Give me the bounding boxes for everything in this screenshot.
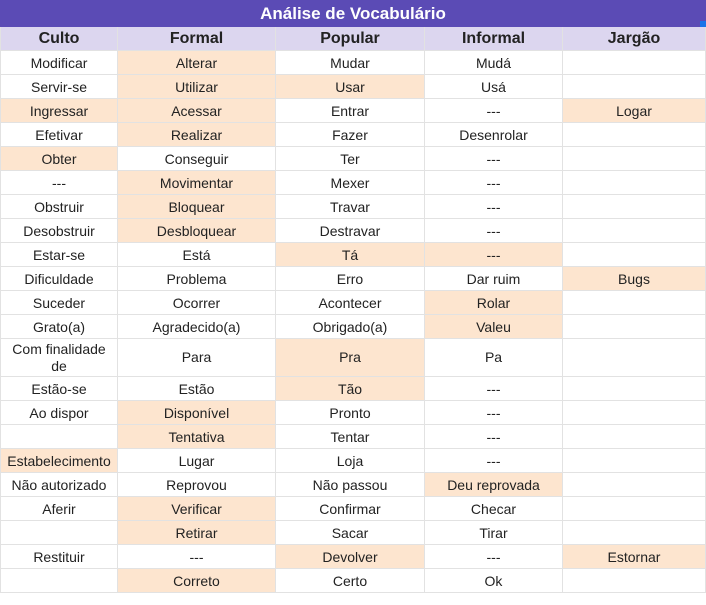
cell-formal[interactable]: Está [118,243,276,267]
cell-jargao[interactable] [563,147,706,171]
cell-culto[interactable]: Efetivar [1,123,118,147]
cell-jargao[interactable] [563,449,706,473]
cell-culto[interactable]: Obstruir [1,195,118,219]
cell-popular[interactable]: Loja [276,449,425,473]
table-row [1,545,706,569]
cell-informal[interactable]: --- [425,243,563,267]
cell-formal[interactable]: Conseguir [118,147,276,171]
cell-culto[interactable]: Estão-se [1,377,118,401]
cell-popular[interactable]: Usar [276,75,425,99]
cell-popular[interactable]: Tá [276,243,425,267]
cell-formal[interactable]: Problema [118,267,276,291]
cell-culto[interactable]: Estar-se [1,243,118,267]
cell-culto[interactable]: Dificuldade [1,267,118,291]
cell-culto[interactable]: Modificar [1,51,118,75]
cell-jargao[interactable]: Bugs [563,267,706,291]
cell-formal[interactable]: Acessar [118,99,276,123]
cell-jargao[interactable] [563,291,706,315]
cell-jargao[interactable] [563,123,706,147]
cell-jargao[interactable] [563,521,706,545]
cell-culto[interactable]: Grato(a) [1,315,118,339]
table-row [1,401,706,425]
cell-formal[interactable]: Lugar [118,449,276,473]
cell-jargao[interactable] [563,243,706,267]
cell-formal[interactable]: Disponível [118,401,276,425]
cell-formal[interactable]: Para [118,339,276,377]
cell-informal[interactable]: Ok [425,569,563,593]
table-row [1,569,706,593]
cell-popular[interactable]: Certo [276,569,425,593]
table-row [1,99,706,123]
table-row [1,521,706,545]
cell-formal[interactable]: Correto [118,569,276,593]
column-header-jargao[interactable]: Jargão [563,27,706,51]
cell-popular[interactable]: Obrigado(a) [276,315,425,339]
cell-jargao[interactable] [563,425,706,449]
cell-culto[interactable]: Servir-se [1,75,118,99]
cell-popular[interactable]: Ter [276,147,425,171]
column-header-informal[interactable]: Informal [425,27,563,51]
cell-jargao[interactable] [563,315,706,339]
table-row [1,449,706,473]
cell-jargao[interactable] [563,195,706,219]
cell-popular[interactable]: Erro [276,267,425,291]
cell-jargao[interactable] [563,171,706,195]
cell-jargao[interactable] [563,75,706,99]
column-header-culto[interactable]: Culto [1,27,118,51]
cell-formal[interactable]: Verificar [118,497,276,521]
table-row [1,377,706,401]
cell-culto[interactable]: Não autorizado [1,473,118,497]
cell-popular[interactable]: Mudar [276,51,425,75]
cell-informal[interactable]: --- [425,219,563,243]
cell-informal[interactable]: Checar [425,497,563,521]
table-row [1,473,706,497]
cell-jargao[interactable]: Estornar [563,545,706,569]
cell-formal[interactable]: Realizar [118,123,276,147]
cell-informal[interactable]: --- [425,99,563,123]
cell-popular[interactable]: Acontecer [276,291,425,315]
cell-jargao[interactable] [563,497,706,521]
cell-popular[interactable]: Tão [276,377,425,401]
cell-informal[interactable]: --- [425,147,563,171]
cell-informal[interactable]: --- [425,377,563,401]
cell-informal[interactable]: --- [425,171,563,195]
cell-culto[interactable]: Estabelecimento [1,449,118,473]
table-row [1,291,706,315]
table-row [1,219,706,243]
cell-popular[interactable]: Não passou [276,473,425,497]
cell-popular[interactable]: Destravar [276,219,425,243]
cell-jargao[interactable] [563,401,706,425]
table-row [1,147,706,171]
cell-informal[interactable]: Deu reprovada [425,473,563,497]
cell-informal[interactable]: Usá [425,75,563,99]
cell-culto[interactable]: Obter [1,147,118,171]
cell-popular[interactable]: Travar [276,195,425,219]
cell-formal[interactable]: Retirar [118,521,276,545]
cell-formal[interactable]: Ocorrer [118,291,276,315]
cell-popular[interactable]: Entrar [276,99,425,123]
cell-informal[interactable]: Mudá [425,51,563,75]
cell-formal[interactable]: Desbloquear [118,219,276,243]
cell-informal[interactable]: --- [425,401,563,425]
cell-popular[interactable]: Sacar [276,521,425,545]
table-row [1,497,706,521]
cell-jargao[interactable] [563,377,706,401]
cell-formal[interactable]: Movimentar [118,171,276,195]
header-row [1,27,706,51]
cell-informal[interactable]: Valeu [425,315,563,339]
cell-formal[interactable]: Utilizar [118,75,276,99]
table-row [1,267,706,291]
table-row [1,243,706,267]
cell-culto[interactable]: Ao dispor [1,401,118,425]
cell-jargao[interactable] [563,473,706,497]
cell-jargao[interactable] [563,51,706,75]
cell-jargao[interactable] [563,569,706,593]
column-header-formal[interactable]: Formal [118,27,276,51]
table-row [1,171,706,195]
selection-fill-handle[interactable] [700,21,706,27]
cell-popular[interactable]: Mexer [276,171,425,195]
cell-formal[interactable]: Alterar [118,51,276,75]
table-row [1,75,706,99]
cell-informal[interactable]: Dar ruim [425,267,563,291]
cell-informal[interactable]: --- [425,425,563,449]
table-row [1,195,706,219]
cell-jargao[interactable]: Logar [563,99,706,123]
cell-culto[interactable]: --- [1,171,118,195]
cell-informal[interactable]: --- [425,195,563,219]
cell-formal[interactable]: Estão [118,377,276,401]
cell-popular[interactable]: Pronto [276,401,425,425]
cell-informal[interactable]: --- [425,449,563,473]
title-row [1,1,706,27]
cell-culto[interactable]: Suceder [1,291,118,315]
cell-formal[interactable]: --- [118,545,276,569]
table-title[interactable]: Análise de Vocabulário [1,1,706,27]
cell-culto[interactable]: Desobstruir [1,219,118,243]
table-row [1,425,706,449]
cell-popular[interactable]: Pra [276,339,425,377]
cell-jargao[interactable] [563,339,706,377]
cell-formal[interactable]: Bloquear [118,195,276,219]
cell-culto[interactable]: Ingressar [1,99,118,123]
cell-informal[interactable]: Tirar [425,521,563,545]
cell-informal[interactable]: --- [425,545,563,569]
table-row [1,123,706,147]
cell-culto[interactable]: Restituir [1,545,118,569]
column-header-popular[interactable]: Popular [276,27,425,51]
cell-formal[interactable]: Tentativa [118,425,276,449]
cell-popular[interactable]: Tentar [276,425,425,449]
cell-culto[interactable] [1,425,118,449]
cell-popular[interactable]: Confirmar [276,497,425,521]
cell-culto[interactable]: Aferir [1,497,118,521]
cell-culto[interactable]: Com finalidade de [1,339,118,377]
cell-formal[interactable]: Reprovou [118,473,276,497]
cell-popular[interactable]: Fazer [276,123,425,147]
cell-informal[interactable]: Desenrolar [425,123,563,147]
cell-informal[interactable]: Rolar [425,291,563,315]
table-row [1,51,706,75]
cell-formal[interactable]: Agradecido(a) [118,315,276,339]
table-row [1,315,706,339]
cell-culto[interactable] [1,569,118,593]
cell-informal[interactable]: Pa [425,339,563,377]
table-row [1,339,706,377]
cell-jargao[interactable] [563,219,706,243]
cell-culto[interactable] [1,521,118,545]
cell-popular[interactable]: Devolver [276,545,425,569]
